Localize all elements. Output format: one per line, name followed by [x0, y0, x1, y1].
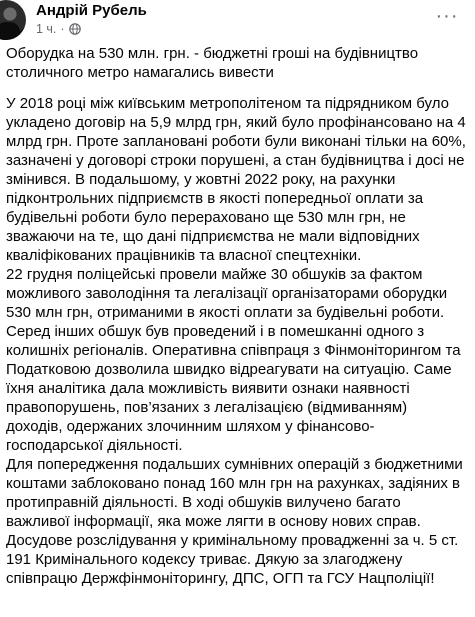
post-body: [6, 44, 466, 588]
globe-icon[interactable]: [69, 23, 81, 35]
post-paragraph: Для попередження подальших сумнівних операцій з бюджетними коштами заблоковано понад 160 млн грн на рахунках, задіяних в протиправній діяльності. В ході обшуків вилучено багато важливої інформації, яка може лягти в основу нових справ.: [6, 456, 463, 530]
post-timestamp[interactable]: 1 ч.: [36, 22, 57, 36]
post-paragraph: Досудове розслідування у кримінальному провадженні за ч. 5 ст. 191 Кримінального кодексу триває. Дякую за злагоджену співпрацю Держфінмоніторингу, ДПС, ОГП та ГСУ Нацполіції!: [6, 532, 459, 587]
author-name[interactable]: Андрій Рубель: [36, 2, 147, 19]
post-meta: [36, 21, 81, 37]
post-paragraph: Серед інших обшук був проведений і в помешканні одного з колишніх регіоналів. Оперативна співпраця з Фінмоніторингом та Податковою дозволила швидко відреагувати на ситуацію. Саме їхня аналітика дала можливість виявити ознаки наявності правопорушень, пов’язаних з легалізацією (відмиванням) доходів, одержаних злочинним шляхом у фінансово-господарської діяльності.: [6, 323, 461, 454]
post-paragraph: 22 грудня поліцейські провели майже 30 обшуків за фактом можливого заволодіння та легалізації організаторами оборудки 530 млн грн, отриманими в якості оплати за будівельні роботи.: [6, 266, 448, 321]
post-lead: Оборудка на 530 млн. грн. - бюджетні гроші на будівництво столичного метро намагались вивести: [6, 45, 419, 81]
post-paragraph: У 2018 році між київським метрополітеном та підрядником було укладено договір на 5,9 млрд грн, який було профінансовано на 4 млрд грн. Проте заплановані роботи були виконані тільки на 60%, зазначені у договорі строки порушені, а стан будівництва і досі не змінився. В подальшому, у жовтні 2022 року, на рахунки підконтрольних підприємств в якості попередньої оплати за будівельні роботи було перераховано ще 530 млн грн, не зважаючи на те, що дані підприємства не мали відповідних кваліфікованих працівників та власної спецтехніки.: [6, 95, 466, 264]
meta-separator: ·: [60, 22, 65, 36]
avatar[interactable]: [0, 0, 26, 40]
more-horizontal-icon[interactable]: ···: [435, 4, 459, 27]
post-header: [0, 0, 475, 40]
